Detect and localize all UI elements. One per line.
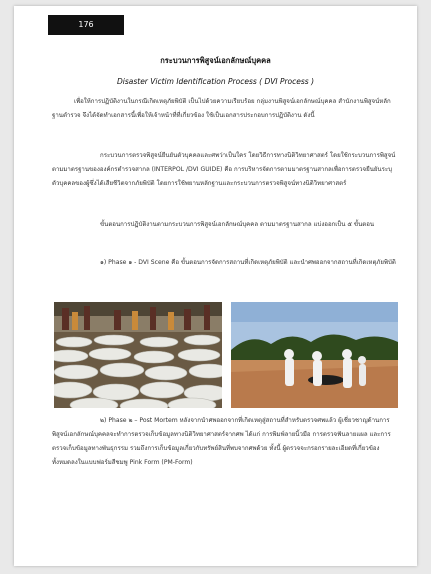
page-number: 176 <box>48 15 124 35</box>
paragraph-definition-text: กระบวนการตรวจพิสูจน์ยืนยันตัวบุคคลและศพว่าเป็นใคร โดยวิธีการทางนิติวิทยาศาสตร์ โดยใช้กระบวนการพิสูจน์ตามมาตรฐานขององค์กรตำรวจสากล (INTERPOL /DVI GUIDE) คือ การบริหารจัดการตามมาตรฐานสากลเพื่อการตรวจยืนยันระบุตัวบุคคลของผู้ซึ่งได้เสียชีวิตจากภัยพิบัติ โดยการใช้พยานหลักฐานและกระบวนการตรวจพิสูจน์ทางนิติวิทยาศาสตร์ <box>52 152 396 187</box>
photo-forensic-team-field <box>231 302 398 408</box>
photo-body-bags-scene <box>54 302 222 408</box>
paragraph-steps <box>52 218 397 232</box>
document-page <box>14 6 417 566</box>
paragraph-intro <box>52 95 397 123</box>
paragraph-phase-2 <box>52 414 397 470</box>
paragraph-phase-1 <box>52 256 397 270</box>
document-subtitle: Disaster Victim Identification Process ( DVI Process ) <box>116 77 315 86</box>
paragraph-phase-2-text: ๒) Phase ๒ – Post Mortem หลังจากนำศพออกจากที่เกิดเหตุสู่สถานที่สำหรับตรวจศพแล้ว ผู้เชี่ยวชาญด้านการพิสูจน์เอกลักษณ์บุคคลจะทำการตรวจเก็บข้อมูลทางนิติวิทยาศาสตร์จากศพ ได้แก่ การพิมพ์ลายนิ้วมือ การตรวจฟันลายแผล และการตรวจเก็บข้อมูลทางพันธุกรรม รวมถึงการเก็บข้อมูลเกี่ยวกับทรัพย์สินที่พบจากศพด้วย ทั้งนี้ ผู้ตรวจจะกรอกรายละเอียดที่เกี่ยวข้องทั้งหมดลงในแบบฟอร์มสีชมพู Pink Form (PM-Form) <box>52 417 391 466</box>
paragraph-definition <box>52 149 397 191</box>
paragraph-intro-text: เพื่อให้การปฏิบัติงานในกรณีเกิดเหตุภัยพิบัติ เป็นไปด้วยความเรียบร้อย กลุ่มงานพิสูจน์เอกลักษณ์บุคคล สำนักงานพิสูจน์หลักฐานตำรวจ จึงได้จัดทำเอกสารนี้เพื่อให้เจ้าหน้าที่ที่เกี่ยวข้อง ใช้เป็นเอกสารประกอบการปฏิบัติงาน ดังนี้ <box>52 98 391 119</box>
paragraph-phase-1-text: ๑) Phase ๑ - DVI Scene คือ ขั้นตอนการจัดการสถานที่เกิดเหตุภัยพิบัติ และนำศพออกจากสถานที่เกิดเหตุภัยพิบัติ <box>100 259 396 266</box>
paragraph-steps-text: ขั้นตอนการปฏิบัติงานตามกระบวนการพิสูจน์เอกลักษณ์บุคคล ตามมาตรฐานสากล แบ่งออกเป็น ๕ ขั้นตอน <box>100 221 375 228</box>
document-title: กระบวนการพิสูจน์เอกลักษณ์บุคคล <box>160 56 271 65</box>
